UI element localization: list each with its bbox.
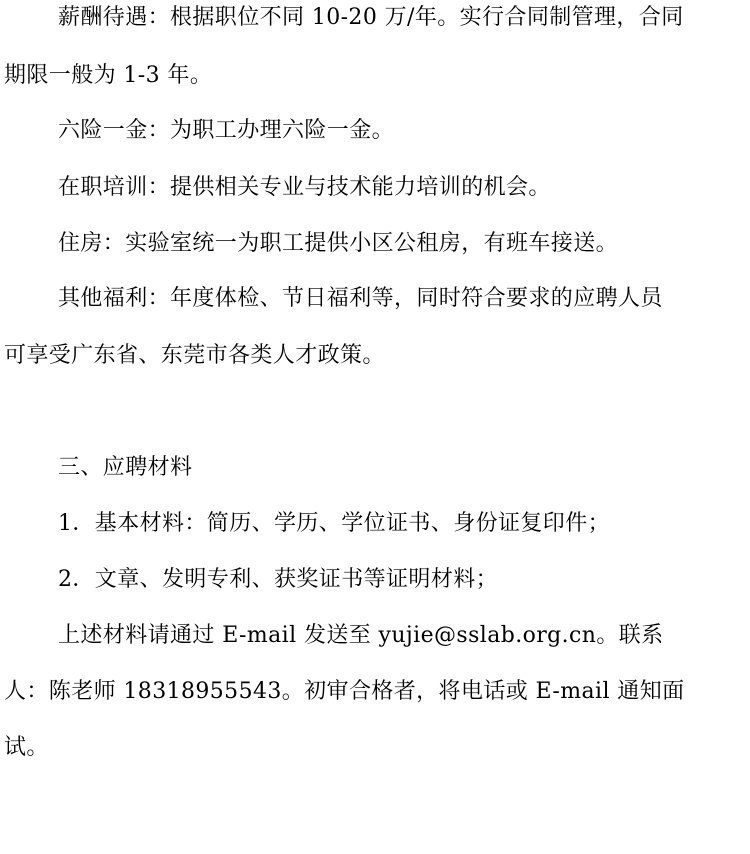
- materials-item-1: 1．基本材料：简历、学历、学位证书、身份证复印件；: [58, 511, 610, 536]
- housing-text: 住房：实验室统一为职工提供小区公租房，有班车接送。: [58, 231, 619, 256]
- training-text: 在职培训：提供相关专业与技术能力培训的机会。: [58, 175, 551, 200]
- salary-text-line1: 薪酬待遇：根据职位不同 10-20 万/年。实行合同制管理，合同: [58, 5, 684, 30]
- insurance-text: 六险一金：为职工办理六险一金。: [58, 118, 395, 143]
- other-benefits-line1: 其他福利：年度体检、节日福利等，同时符合要求的应聘人员: [58, 286, 663, 311]
- other-benefits-line2: 可享受广东省、东莞市各类人才政策。: [4, 343, 385, 368]
- materials-item-2: 2．文章、发明专利、获奖证书等证明材料；: [58, 567, 498, 592]
- contact-text-line1: 上述材料请通过 E-mail 发送至 yujie@sslab.org.cn。联系: [58, 623, 664, 648]
- section-heading: 三、应聘材料: [58, 455, 193, 480]
- contact-text-line2: 人：陈老师 18318955543。初审合格者，将电话或 E-mail 通知面: [4, 679, 685, 704]
- contact-text-line3: 试。: [4, 735, 49, 760]
- salary-text-line2: 期限一般为 1-3 年。: [4, 63, 213, 88]
